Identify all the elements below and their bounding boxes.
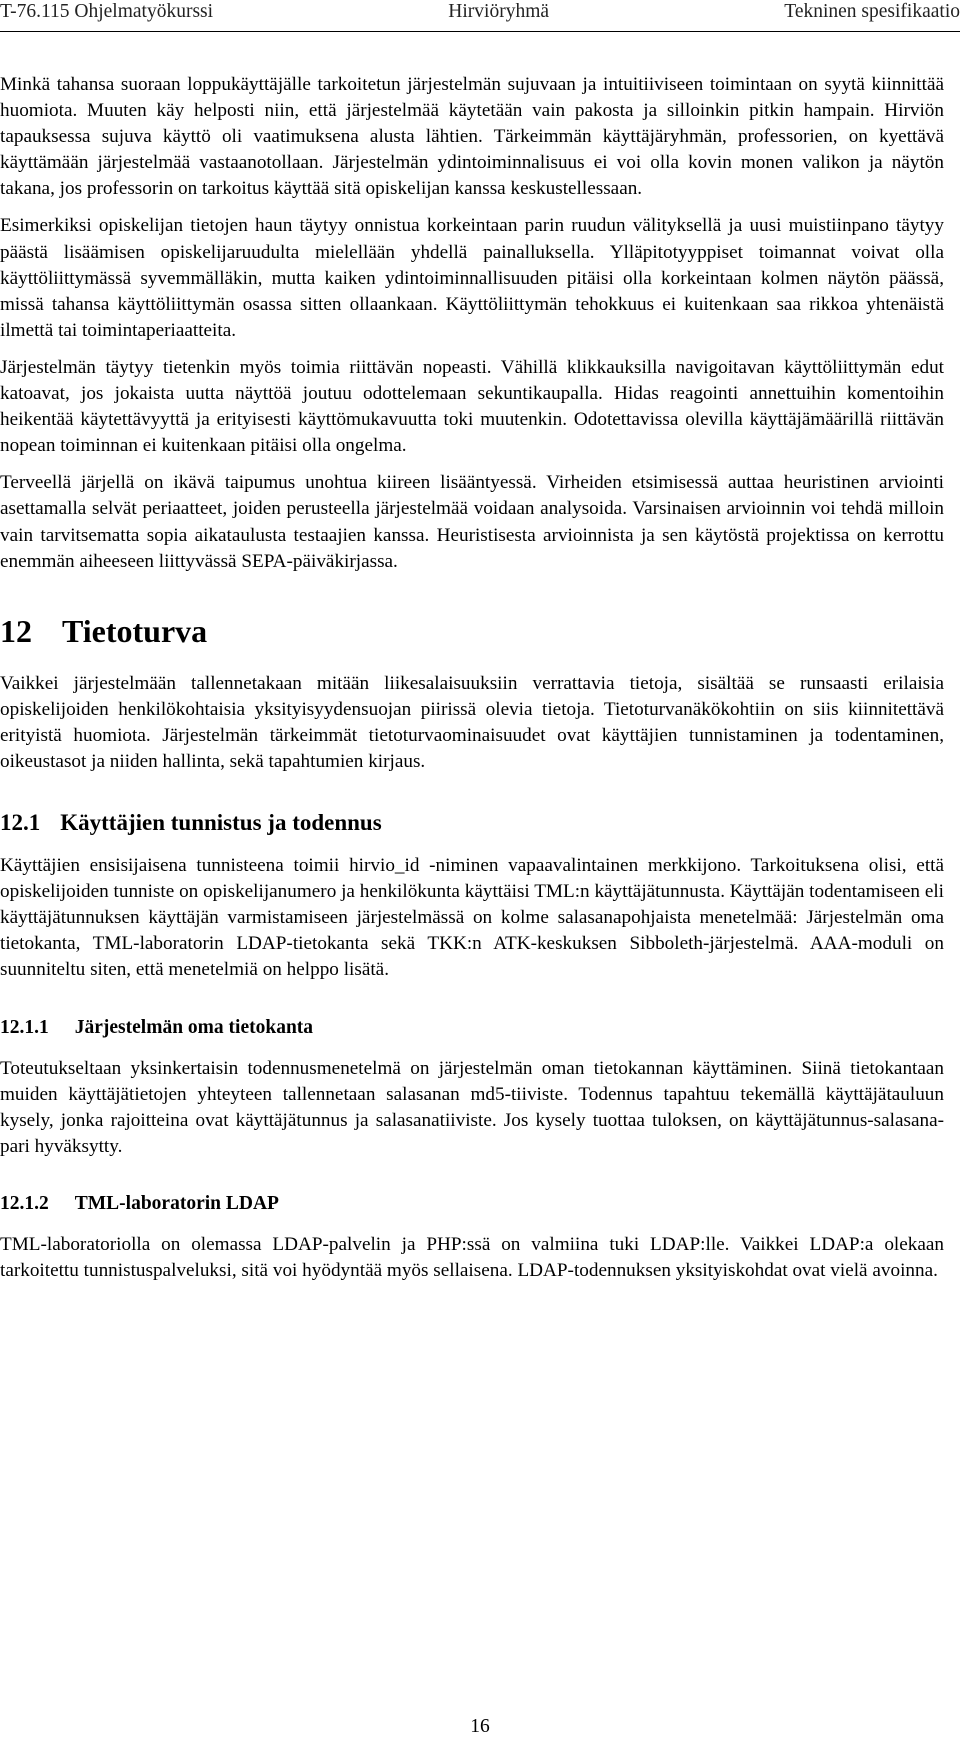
paragraph-usability-example: Esimerkiksi opiskelijan tietojen haun täytyy onnistua korkeintaan parin ruudun välityksellä ja uusi muistiinpano täytyy päästä lisäämisen opiskelijaruudulta mielellään yhdellä painalluksella. Ylläpitotyyppiset toimannat voivat olla käyttöliittymässä syvemmälläkin, mutta kaiken ydintoiminnallisuuden pitäisi olla korkeintaan kolmen näytön päässä, missä tahansa käyttöliittymän osassa sitten ollaankaan. Käyttöliittymän tehokkuus ei kuitenkaan saa rikkoa yhtenäistä ilmettä tai toimintaperiaatteita.	[0, 215, 944, 341]
header-divider	[0, 31, 960, 32]
running-header	[0, 0, 960, 26]
paragraph-tunnistus: Käyttäjien ensisijaisena tunnisteena toimii hirvio_id -niminen vapaavalintainen merkkijono. Tarkoituksena olisi, että opiskelijoiden tunniste on opiskelijanumero ja henkilökunta käyttäisi TML:n käyttäjätunnusta. Käyttäjän todentamiseen eli käyttäjätunnuksen käyttäjän varmistamiseen järjestelmässä on kolme salasanapohjaista menetelmää: Järjestelmän oma tietokanta, TML-laboratorin LDAP-tietokanta sekä TKK:n ATK-keskuksen Sibboleth-järjestelmä. AAA-moduli on suunniteltu siten, että menetelmiä on helppo lisätä.	[0, 855, 944, 981]
header-document-title: Tekninen spesifikaatio	[784, 1, 960, 22]
paragraph-heuristic-evaluation: Terveellä järjellä on ikävä taipumus unohtua kiireen lisääntyessä. Virheiden etsimisessä auttaa heuristinen arviointi asettamalla selvät periaatteet, joiden perusteella järjestelmää voidaan analysoida. Varsinaisen arvioinnin voi tehdä milloin vain tarvitsematta sopia aikataulusta testaajien kanssa. Heuristisesta arvioinnista ja sen käytöstä projektissa on kerrottu enemmän aiheeseen liittyvässä SEPA-päiväkirjassa.	[0, 472, 944, 572]
paragraph-tietoturva: Vaikkei järjestelmään tallennetakaan mitään liikesalaisuuksiin verrattavia tietoja, sisältää se runsaasti erilaisia opiskelijoiden henkilökohtaisia yksityisyydensuojan piirissä olevia tietoja. Tietoturvanäkökohtiin on siis kiinnitettävä erityistä huomiota. Järjestelmän tärkeimmät tietoturvaominaisuudet ovat käyttäjien tunnistaminen ja todentaminen, oikeustasot ja niiden hallinta, sekä tapahtumien kirjaus.	[0, 672, 944, 772]
subsubsection-number: 12.1.2	[0, 1192, 49, 1214]
page-number: 16	[470, 1716, 490, 1737]
subsubsection-heading-oma-tietokanta	[0, 1016, 944, 1040]
paragraph-performance: Järjestelmän täytyy tietenkin myös toimia riittävän nopeasti. Vähillä klikkauksilla navigoitavan käyttöliittymän edut katoavat, jos jokaista uutta näyttöä joutuu odottelemaan sekuntikaupalla. Hidas reagointi annettuihin komentoihin heikentää käytettävyyttä ja erityisesti käyttömukavuutta toki muutenkin. Odotettavissa olevilla käyttäjämäärillä riittävän nopean toiminnan ei kuitenkaan pitäisi olla ongelma.	[0, 356, 944, 457]
page-body	[0, 72, 944, 1295]
subsubsection-number: 12.1.1	[0, 1016, 49, 1038]
header-course: T-76.115 Ohjelmatyökurssi	[0, 1, 214, 22]
subsubsection-heading-tml-ldap	[0, 1192, 944, 1216]
section-title: Tietoturva	[62, 612, 208, 649]
paragraph-usability-intro: Minkä tahansa suoraan loppukäyttäjälle tarkoitetun järjestelmän sujuvaan ja intuitiiviseen toimintaan on syytä kiinnittää huomiota. Muuten käy helposti niin, että järjestelmää käytetään vain pakosta ja silloinkin pitkin hampain. Hirviön tapauksessa sujuva käyttö oli vaatimuksena alusta lähtien. Tärkeimmän käyttäjäryhmän, professorien, on kyettävä käyttämään järjestelmää vastaanotollaan. Järjestelmän ydintoiminnalisuus ei voi olla kovin monen valikon ja näytön takana, jos professorin on tarkoitus käyttää sitä opiskelijan kanssa keskustellessaan.	[0, 74, 944, 200]
paragraph-tml-ldap: TML-laboratoriolla on olemassa LDAP-palvelin ja PHP:ssä on valmiina tuki LDAP:lle. Vaikkei LDAP:a olekaan tarkoitettu tunnistuspalveluksi, sitä voi hyödyntää myös sellaisena. LDAP-todennuksen yksityiskohdat ovat vielä avoinna.	[0, 1233, 944, 1281]
subsection-title: Käyttäjien tunnistus ja todennus	[60, 810, 382, 836]
section-heading-tietoturva	[0, 613, 944, 649]
paragraph-oma-tietokanta: Toteutukseltaan yksinkertaisin todennusmenetelmä on järjestelmän oman tietokannan käyttäminen. Siinä tietokantaan muiden käyttäjätietojen yhteyteen tallennetaan salasanan md5-tiiviste. Todennus tapahtuu tekemällä käyttäjätauluun kysely, jonka rajoitteina ovat käyttäjätunnus ja salasanatiiviste. Jos kysely tuottaa tuloksen, on käyttäjätunnus-salasana-pari hyväksytty.	[0, 1057, 944, 1157]
header-group: Hirviöryhmä	[448, 1, 550, 22]
subsubsection-title: TML-laboratorin LDAP	[74, 1192, 279, 1214]
subsection-number: 12.1	[0, 810, 41, 836]
subsection-heading-tunnistus	[0, 809, 944, 837]
subsubsection-title: Järjestelmän oma tietokanta	[74, 1016, 314, 1038]
section-number: 12	[0, 612, 32, 649]
